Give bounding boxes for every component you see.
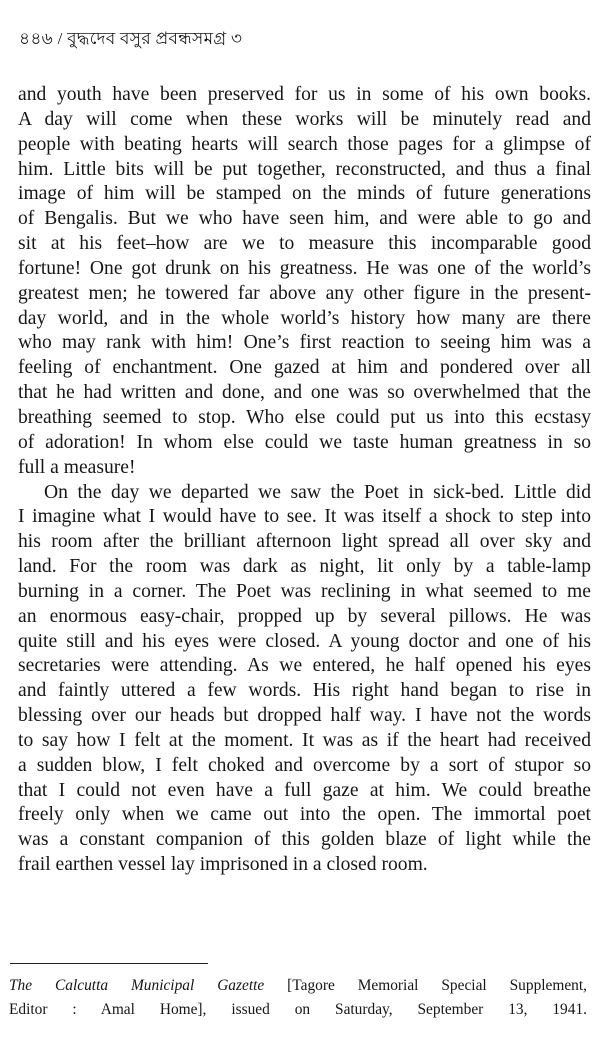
text-line: him. Little bits will be put together, reconstructed, and thus a final	[18, 158, 591, 180]
text-line: freely only when we came out into the open. The immortal poet	[18, 804, 591, 826]
footnote-divider	[10, 963, 208, 964]
text-line: burning in a corner. The Poet was reclining in what seemed to me	[18, 580, 591, 602]
text-line: of Bengalis. But we who have seen him, and were able to go and	[18, 208, 591, 230]
text-line: an enormous easy-chair, propped up by several pillows. He was	[18, 605, 591, 627]
text-line: his room after the brilliant afternoon light spread all over sky and	[18, 531, 591, 553]
text-line: image of him will be stamped on the minds of future generations	[18, 183, 591, 205]
text-line: sit at his feet–how are we to measure this incomparable good	[18, 233, 591, 255]
text-line: that he had written and done, and one was so overwhelmed that the	[18, 382, 591, 404]
text-line: land. For the room was dark as night, lit only by a table-lamp	[18, 556, 591, 578]
text-line: and youth have been preserved for us in some of his own books.	[18, 84, 591, 105]
text-line: feeling of enchantment. One gazed at him and pondered over all	[18, 357, 591, 379]
text-line: greatest men; he towered far above any other figure in the present-	[18, 282, 591, 304]
text-line: who may rank with him! One’s first reaction to seeing him was a	[18, 332, 591, 354]
footnote	[9, 974, 587, 1022]
paragraph	[18, 83, 591, 481]
text-line: that I could not even have a full gaze at him. We could breathe	[18, 779, 591, 801]
text-line: quite still and his eyes were closed. A young doctor and one of his	[18, 630, 591, 652]
running-header: ৪৪৬ / বুদ্ধদেব বসুর প্রবন্ধসমগ্র ৩	[19, 29, 243, 48]
text-line: secretaries were attending. As we entered, he half opened his eyes	[18, 655, 591, 677]
text-line: blessing over our heads but dropped half way. I have not the words	[18, 705, 591, 727]
text-line: people with beating hearts will search those pages for a glimpse of	[18, 133, 591, 155]
text-line: to say how I felt at the moment. It was as if the heart had received	[18, 729, 591, 751]
text-line: I imagine what I would have to see. It was itself a shock to step into	[18, 506, 591, 528]
footnote-line: Editor : Amal Home], issued on Saturday, September 13, 1941.	[9, 1001, 587, 1018]
body-text	[18, 83, 591, 878]
text-line: full a measure!	[18, 456, 136, 478]
footnote-text: [Tagore Memorial Special Supplement,	[264, 977, 587, 994]
text-line: frail earthen vessel lay imprisoned in a closed room.	[18, 854, 428, 876]
text-line: fortune! One got drunk on his greatness. He was one of the world’s	[18, 257, 591, 279]
text-line: of adoration! In whom else could we taste human greatness in so	[18, 431, 591, 453]
footnote-line	[9, 974, 587, 998]
publication-title: The Calcutta Municipal Gazette	[9, 977, 265, 994]
text-line: and faintly uttered a few words. His right hand began to rise in	[18, 680, 591, 702]
paragraph	[18, 481, 591, 879]
text-line: On the day we departed we saw the Poet in sick-bed. Little did	[44, 481, 591, 503]
text-line: A day will come when these works will be minutely read and	[18, 108, 591, 130]
text-line: day world, and in the whole world’s history how many are there	[18, 307, 591, 329]
text-line: was a constant companion of this golden blaze of light while the	[18, 829, 591, 851]
text-line: breathing seemed to stop. Who else could put us into this ecstasy	[18, 406, 591, 428]
text-line: a sudden blow, I felt choked and overcome by a sort of stupor so	[18, 754, 591, 776]
